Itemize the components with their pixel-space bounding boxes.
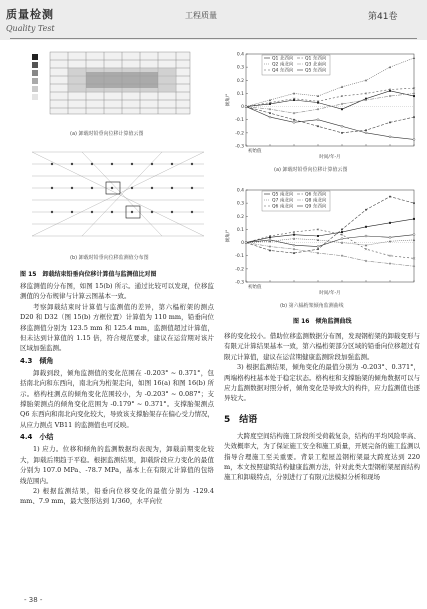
data-point: [413, 95, 415, 97]
data-point: [341, 108, 343, 110]
x-tick-label: 初始值: [248, 285, 262, 290]
logo-chinese: 质量检测: [6, 8, 54, 21]
legend-entry: Q9 东西向: [305, 204, 327, 210]
figure16a-caption: (a) 卸载时铅垂向位移计算值云图: [274, 167, 348, 173]
header-rule: [10, 38, 417, 39]
legend-entry: Q5 东西向: [305, 68, 327, 74]
left-paragraph-1: 移监测值的分布图，如图 15(b) 所示。通过比较可以发现，位移监测值的分布规律与计算云图基本一致。: [20, 282, 214, 301]
data-point: [389, 222, 391, 224]
y-tick-label: -0.3: [235, 144, 244, 150]
y-tick-label: 0.4: [236, 188, 244, 194]
left-column: [20, 281, 214, 507]
data-point: [413, 116, 415, 118]
volume-label: 第41卷: [368, 12, 398, 22]
legend-entry: Q6 东西向: [305, 192, 327, 198]
section-heading-4-3: 4.3 倾角: [20, 356, 54, 365]
y-tick-label: 0.2: [236, 78, 244, 84]
y-tick-label: 0.4: [236, 52, 244, 58]
data-point: [293, 252, 295, 254]
right-paragraph-3: 大跨度空间结构施工阶段所受荷载复杂，结构的平均风险率高、失效概率大，为了保证施工安全和施工质量，开展完备的施工监测以指导合理施工至关重要。背景工程屋盖钢桁架最大跨度达到 220 m，本文按照建筑结构健康监测方法，针对此类大型钢桁架屋面结构施工和卸载特点，分别进行了有限元法模拟分析和现场: [224, 431, 420, 482]
data-point: [365, 226, 367, 228]
right-paragraph-2: 3) 根据监测结果，倾角变化的最值分别为 -0.203°、0.371°，两端格构柱基本处于稳定状态。格构柱和支撑胎架的倾角数据可以与应力监测数据对照分析，倾角变化是导致大的构件，应力监测值也逐异较大。: [224, 363, 420, 403]
data-point: [341, 228, 343, 230]
data-point: [365, 235, 367, 237]
x-tick-label: 初始值: [248, 149, 262, 154]
y-axis-title: 倾角/°: [226, 229, 231, 243]
legend-entry: Q5 南北向: [272, 192, 294, 198]
legend-entry: Q7 南北向: [272, 198, 294, 204]
data-point: [317, 235, 319, 237]
tilt-chart-a: [224, 46, 420, 164]
figure16a-chart: [224, 46, 420, 164]
data-point: [365, 132, 367, 134]
y-tick-label: 0.1: [236, 227, 244, 233]
data-point: [365, 209, 367, 211]
y-tick-label: 0.3: [236, 201, 244, 207]
figure15a-contour: [28, 46, 210, 128]
figure15b-caption: (b) 卸载时铅垂向位移监测值分布图: [70, 255, 149, 261]
data-point: [293, 119, 295, 121]
data-point: [293, 234, 295, 236]
section-heading-4-4: 4.4 小结: [20, 433, 54, 442]
data-point: [413, 234, 415, 236]
y-tick-label: 0: [241, 241, 244, 247]
data-point: [341, 125, 343, 127]
x-axis-title: 时间/年-月: [319, 155, 341, 160]
legend-entry: Q4 东西向: [272, 68, 294, 74]
data-point: [269, 249, 271, 251]
data-point: [413, 138, 415, 140]
data-point: [269, 116, 271, 118]
figure16b-caption: (b) 第六榀桁架倾角监测曲线: [280, 303, 344, 309]
y-tick-label: 0.1: [236, 91, 244, 97]
data-point: [293, 244, 295, 246]
data-point: [317, 125, 319, 127]
logo-english: Quality Test: [6, 24, 55, 33]
data-point: [389, 136, 391, 138]
data-point: [341, 231, 343, 233]
data-point: [413, 218, 415, 220]
tilt-chart-b: [224, 182, 420, 300]
figure16-caption: 图 16 倾角监测曲线: [293, 318, 352, 325]
data-point: [269, 112, 271, 114]
y-tick-label: -0.1: [235, 118, 244, 124]
legend-entry: Q1 北西向: [272, 56, 294, 62]
y-tick-label: -0.2: [235, 267, 244, 273]
legend-entry: Q1 东西向: [305, 56, 327, 62]
data-point: [269, 239, 271, 241]
left-paragraph-2: 考察卸载结束时计算值与监测值的差异，第六榀桁架的测点 D20 和 D32（图 15(b) 方框位置）计算值为 110 mm，铅垂向位移监测值分别为 123.5 mm 和 125.4 mm，监测值超过计算值，但未达到计算值的 1.15 倍，符合规范要求，建议在运营期对该片区域加强监测。: [20, 302, 214, 353]
section-heading-5: 5 结语: [224, 414, 258, 425]
data-point: [317, 248, 319, 250]
figure15a-caption: (a) 卸载时铅垂向位移计算值云图: [70, 131, 144, 137]
data-point: [341, 238, 343, 240]
y-tick-label: -0.2: [235, 131, 244, 137]
data-point: [317, 246, 319, 248]
figure15b-distribution: [22, 142, 214, 252]
left-paragraph-4: 1) 应力。位移和倾角的监测数据均表现为，卸载前期变化较大，卸载后期趋于平稳。根据监测结果，卸载阶段应力变化的最值分别为 107.0 MPa、-78.7 MPa，基本上在有限元计算值的包络线范围内。: [20, 445, 214, 485]
journal-name: 工程质量: [185, 11, 217, 20]
data-point: [317, 119, 319, 121]
y-tick-label: 0.2: [236, 214, 244, 220]
figure15-caption: 图 15 卸载结束铅垂向位移计算值与监测值比对图: [20, 271, 157, 278]
data-point: [413, 202, 415, 204]
y-axis-title: 倾角/°: [226, 93, 231, 107]
legend-entry: Q3 北南向: [305, 62, 327, 68]
right-column: [224, 331, 420, 483]
y-tick-label: 0: [241, 105, 244, 111]
data-point: [341, 132, 343, 134]
legend-entry: Q8 南北向: [305, 198, 327, 204]
left-paragraph-3: 卸载到段，倾角监测值的变化范围在 -0.203° ~ 0.371°，包括南北向和东西向，南北向为桁架走向，如图 16(a) 和图 16(b) 所示。格构柱测点的倾角变化范围较小，为 -0.203° ~ 0.087°；支撑胎架测点的倾角变化范围为 -0.179° ~ 0.371°。支撑胎架测点 Q6 东西向和南北向变化较大，导致该支撑胎架存在偏心受力情况，从应力测点 VB11 的监测值也可反映。: [20, 368, 214, 429]
data-point: [389, 196, 391, 198]
y-tick-label: 0.3: [236, 65, 244, 71]
y-tick-label: -0.1: [235, 254, 244, 260]
page-number: - 38 -: [24, 596, 43, 604]
data-point: [245, 106, 247, 108]
figure16b-chart: [224, 182, 420, 300]
y-tick-label: -0.3: [235, 280, 244, 286]
left-paragraph-5: 2) 根据监测结果，铅垂向位移变化的最值分别为 -129.4 mm、7.9 mm，最大竖形达到 1/360，水平向位: [20, 486, 214, 506]
data-point: [389, 236, 391, 238]
legend-entry: Q6 南北向: [272, 204, 294, 210]
data-point: [389, 121, 391, 123]
x-axis-title: 时间/年-月: [319, 291, 341, 296]
data-point: [293, 121, 295, 123]
distribution-image: [22, 142, 214, 252]
data-point: [365, 129, 367, 131]
right-paragraph-1: 移的变化较小。借助位移监测数据分布图，发现钢桁架的卸载变形与有限元计算结果基本一致，第六榀桁架部分区域的铅垂向位移超过有限元计算值，建议在运营期健康监测阶段加强监测。: [224, 332, 420, 361]
data-point: [245, 242, 247, 244]
contour-image: [28, 46, 210, 128]
legend-entry: Q2 南北向: [272, 62, 294, 68]
journal-logo: [6, 6, 64, 34]
